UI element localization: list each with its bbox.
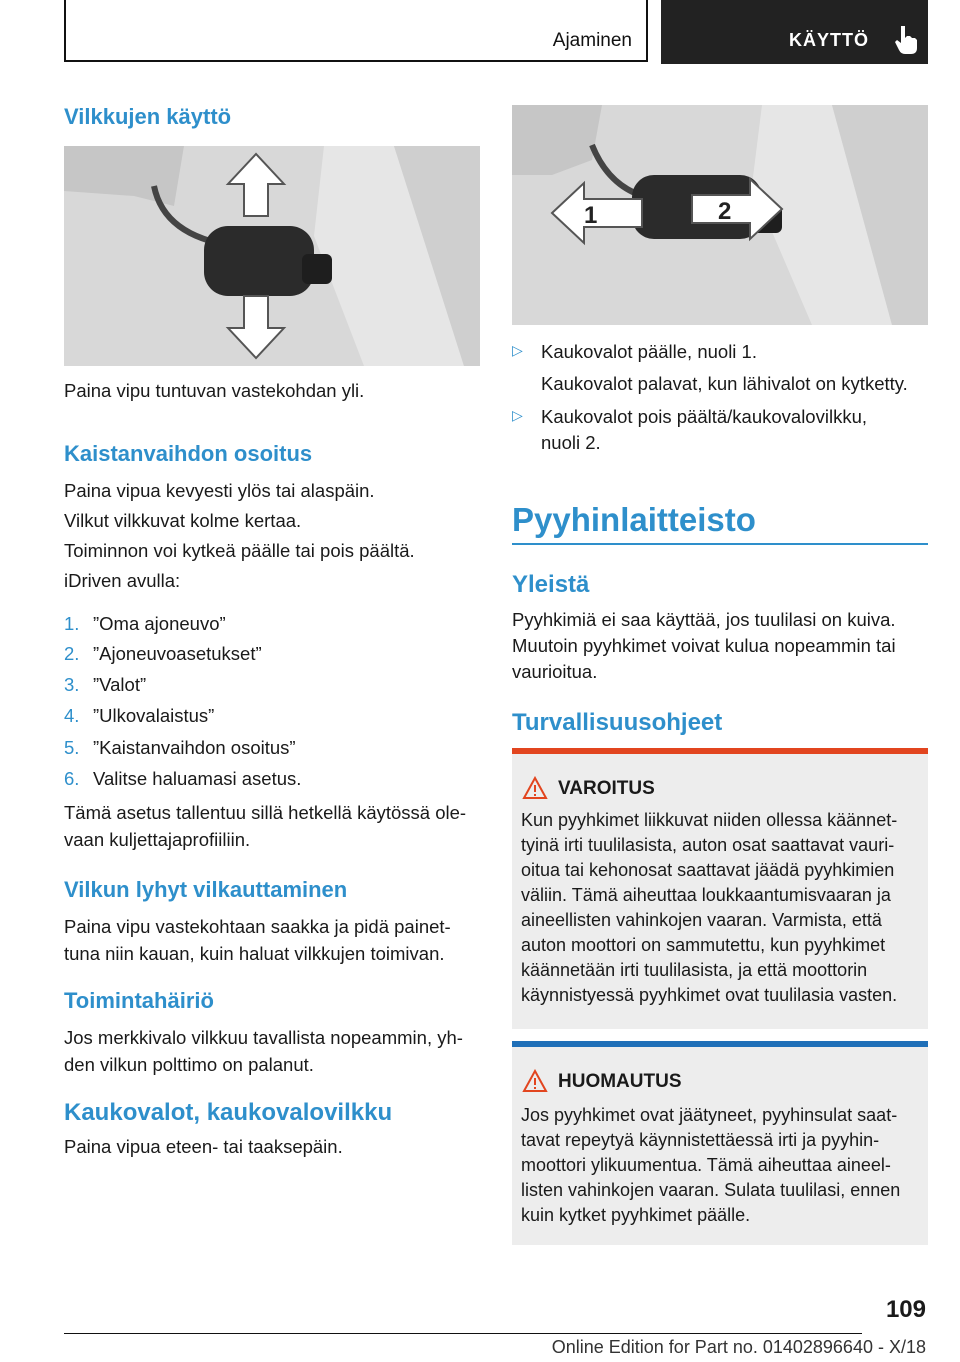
heading-yleista: Yleistä — [512, 571, 590, 598]
footer-divider — [64, 1333, 862, 1334]
header-chapter-title: KÄYTTÖ — [789, 30, 869, 50]
text-lyhyt-1: Paina vipu vastekohtaan saakka ja pidä painet- — [64, 916, 451, 937]
warning-triangle-icon — [522, 776, 548, 800]
warning-text-line: käännetään irti tuulilasista, ja että moottorin — [521, 960, 868, 980]
text-kaista-note-2: vaan kuljettajaprofiiliin. — [64, 829, 251, 850]
warning-label: VAROITUS — [558, 778, 655, 799]
list-item-number: 2. — [64, 643, 80, 664]
text-kaista-3: Toiminnon voi kytkeä päälle tai pois päältä. — [64, 540, 415, 561]
turn-signal-lever-illustration — [64, 146, 480, 366]
warning-text — [521, 808, 918, 1008]
text-kaista-note-1: Tämä asetus tallentuu sillä hetkellä käytössä ole- — [64, 802, 467, 823]
text-hairio-1: Jos merkkivalo vilkkuu tavallista nopeammin, yh- — [64, 1027, 463, 1048]
warning-text-line: Kun pyyhkimet liikkuvat niiden ollessa käännet- — [521, 810, 898, 830]
text-yleista-1: Pyyhkimiä ei saa käyttää, jos tuulilasi on kuiva. — [512, 609, 896, 630]
list-item-text: ”Valot” — [93, 674, 147, 695]
heading-underline — [512, 543, 928, 545]
notice-box — [512, 1041, 928, 1245]
list-item-text: ”Kaistanvaihdon osoitus” — [93, 737, 296, 758]
list-item-number: 4. — [64, 705, 80, 726]
heading-kaukovalot: Kaukovalot, kaukovalovilkku — [64, 1099, 393, 1126]
triangle-bullet-icon: ▷ — [512, 407, 523, 423]
warning-text-line: auton moottori on sammutettu, kun pyyhkimet — [521, 935, 886, 955]
triangle-bullet-icon: ▷ — [512, 342, 523, 358]
list-item-text: Valitse haluamasi asetus. — [93, 768, 302, 789]
list-item-text: ”Ulkovalaistus” — [93, 705, 215, 726]
text-kauko: Paina vipua eteen- tai taaksepäin. — [64, 1136, 343, 1157]
warning-text-line: tyinä irti tuulilasista, auton osat saattavat vauri- — [521, 835, 895, 855]
bullet-text: nuoli 2. — [541, 432, 601, 453]
list-item-number: 6. — [64, 768, 80, 789]
list-item-text: ”Oma ajoneuvo” — [93, 613, 226, 634]
list-item-text: ”Ajoneuvoasetukset” — [93, 643, 262, 664]
text-kaista-4: iDriven avulla: — [64, 570, 181, 591]
figure-label-arrow-2: 2 — [718, 198, 732, 225]
text-kaista-1: Paina vipua kevyesti ylös tai alaspäin. — [64, 480, 375, 501]
notice-text-line: kuin kytket pyyhkimet päälle. — [521, 1205, 751, 1225]
header-chapter-box — [661, 0, 928, 64]
warning-text-line: käynnistyessä pyyhkimet ovat tuulilasia vasten. — [521, 985, 898, 1005]
notice-text — [521, 1103, 918, 1228]
list-item-number: 3. — [64, 674, 80, 695]
footer-edition: Online Edition for Part no. 01402896640 - X/18 — [551, 1337, 926, 1357]
text-kaista-2: Vilkut vilkkuvat kolme kertaa. — [64, 510, 302, 531]
notice-text-line: tavat repeytyä käynnistettäessä irti ja pyyhin- — [521, 1130, 880, 1150]
notice-text-line: moottori ylikuumentua. Tämä aiheuttaa aineel- — [521, 1155, 891, 1175]
list-item-number: 1. — [64, 613, 80, 634]
heading-vilkun-lyhyt-vilkauttaminen: Vilkun lyhyt vilkauttaminen — [64, 877, 348, 902]
bullet-high-beam-on — [512, 339, 932, 399]
warning-text-line: aineellisten vahinkojen vaaran. Varmista, että — [521, 910, 882, 930]
text-paina-vipu: Paina vipu tuntuvan vastekohdan yli. — [64, 380, 365, 401]
warning-text-line: väliin. Tämä aiheuttaa loukkaantumisvaaran ja — [521, 885, 891, 905]
notice-bar — [512, 1041, 928, 1047]
warning-text-line: oitua tai kehonosat saattavat jäädä pyyhkimien — [521, 860, 895, 880]
notice-text-line: listen vahinkojen vaaran. Sulata tuulilasi, ennen — [521, 1180, 901, 1200]
bullet-high-beam-off — [512, 404, 932, 464]
heading-toimintahairio: Toimintahäiriö — [64, 988, 214, 1013]
notice-triangle-icon — [522, 1069, 548, 1093]
text-lyhyt-2: tuna niin kauan, kuin haluat vilkkujen toimivan. — [64, 943, 445, 964]
warning-bar — [512, 748, 928, 754]
hand-pointer-icon — [893, 24, 921, 54]
figure-high-beam-lever — [512, 105, 928, 325]
bullet-text: Kaukovalot pois päältä/kaukovalovilkku, — [541, 406, 867, 427]
text-hairio-2: den vilkun polttimo on palanut. — [64, 1054, 314, 1075]
notice-text-line: Jos pyyhkimet ovat jäätyneet, pyyhinsulat saat- — [521, 1105, 898, 1125]
high-beam-lever-illustration — [512, 105, 928, 325]
notice-label: HUOMAUTUS — [558, 1071, 682, 1092]
warning-box — [512, 748, 928, 1029]
heading-vilkkujen-kaytto: Vilkkujen käyttö — [64, 104, 232, 129]
heading-turvallisuusohjeet: Turvallisuusohjeet — [512, 709, 723, 736]
figure-label-arrow-1: 1 — [584, 202, 598, 229]
text-yleista-2: Muutoin pyyhkimet voivat kulua nopeammin tai — [512, 635, 896, 656]
heading-kaistanvaihdon-osoitus: Kaistanvaihdon osoitus — [64, 441, 313, 466]
heading-pyyhinlaitteisto: Pyyhinlaitteisto — [512, 501, 756, 538]
bullet-text: Kaukovalot päälle, nuoli 1. — [541, 341, 757, 362]
page-number: 109 — [885, 1296, 926, 1323]
bullet-subtext: Kaukovalot palavat, kun lähivalot on kytketty. — [541, 373, 908, 394]
header-section-title: Ajaminen — [552, 30, 632, 51]
list-item-number: 5. — [64, 737, 80, 758]
header-section-box — [64, 0, 648, 62]
figure-turn-signal-lever — [64, 146, 480, 366]
text-yleista-3: vaurioitua. — [512, 661, 598, 682]
